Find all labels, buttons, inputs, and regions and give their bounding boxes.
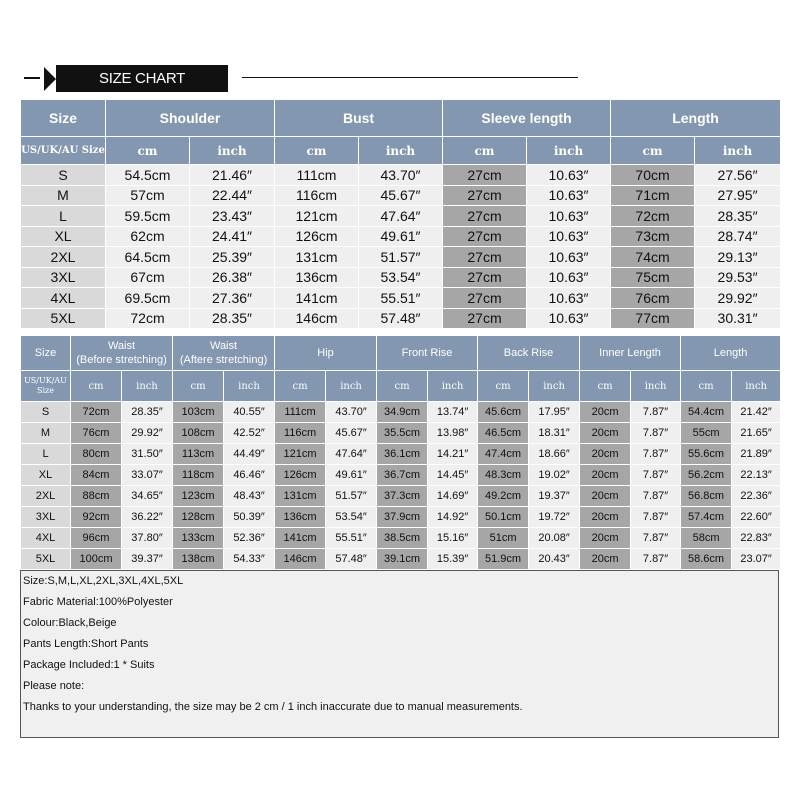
inch-cell: 19.72″ xyxy=(529,507,580,528)
inch-cell: 7.87″ xyxy=(631,528,681,549)
inch-cell: 25.39″ xyxy=(190,247,275,268)
unit-header-inch: inch xyxy=(732,371,781,402)
size-cell: S xyxy=(21,402,71,423)
cm-cell: 51.9cm xyxy=(478,549,529,570)
cm-cell: 56.2cm xyxy=(681,465,732,486)
table-row xyxy=(21,528,781,549)
unit-header-inch: inch xyxy=(527,137,611,165)
inch-cell: 18.66″ xyxy=(529,444,580,465)
cm-cell: 20cm xyxy=(580,486,631,507)
cm-cell: 131cm xyxy=(275,247,359,268)
cm-cell: 20cm xyxy=(580,465,631,486)
size-cell: 5XL xyxy=(21,549,71,570)
cm-cell: 121cm xyxy=(275,206,359,227)
bottom-table-unit-header xyxy=(21,371,781,402)
cm-cell: 20cm xyxy=(580,528,631,549)
cm-cell: 126cm xyxy=(275,465,326,486)
unit-header-cm: cm xyxy=(275,371,326,402)
note-line: Please note: xyxy=(23,680,85,692)
inch-cell: 19.37″ xyxy=(529,486,580,507)
table-row xyxy=(21,226,781,247)
inch-cell: 22.36″ xyxy=(732,486,781,507)
cm-cell: 96cm xyxy=(71,528,122,549)
cm-cell: 55.6cm xyxy=(681,444,732,465)
cm-cell: 38.5cm xyxy=(377,528,428,549)
inch-cell: 53.54″ xyxy=(359,267,443,288)
cm-cell: 71cm xyxy=(611,185,695,206)
header-rule xyxy=(242,77,578,78)
note-line: Size:S,M,L,XL,2XL,3XL,4XL,5XL xyxy=(23,575,184,587)
table-row xyxy=(21,267,781,288)
cm-cell: 123cm xyxy=(173,486,224,507)
group-header-inner-length: Inner Length xyxy=(580,336,681,371)
inch-cell: 29.13″ xyxy=(695,247,781,268)
inch-cell: 36.22″ xyxy=(122,507,173,528)
note-line: Colour:Black,Beige xyxy=(23,617,117,629)
cm-cell: 77cm xyxy=(611,308,695,329)
inch-cell: 7.87″ xyxy=(631,465,681,486)
cm-cell: 121cm xyxy=(275,444,326,465)
group-header-size: Size xyxy=(21,100,106,137)
unit-header-inch: inch xyxy=(122,371,173,402)
inch-cell: 10.63″ xyxy=(527,288,611,309)
size-cell: L xyxy=(21,444,71,465)
cm-cell: 136cm xyxy=(275,267,359,288)
unit-header-inch: inch xyxy=(428,371,478,402)
cm-cell: 80cm xyxy=(71,444,122,465)
note-line: Fabric Material:100%Polyester xyxy=(23,596,173,608)
inch-cell: 27.56″ xyxy=(695,165,781,186)
inch-cell: 17.95″ xyxy=(529,402,580,423)
inch-cell: 15.16″ xyxy=(428,528,478,549)
group-header-size: Size xyxy=(21,336,71,371)
cm-cell: 27cm xyxy=(443,308,527,329)
unit-header-cm: cm xyxy=(478,371,529,402)
cm-cell: 47.4cm xyxy=(478,444,529,465)
inch-cell: 28.35″ xyxy=(190,308,275,329)
inch-cell: 28.35″ xyxy=(122,402,173,423)
cm-cell: 76cm xyxy=(71,423,122,444)
note-line: Pants Length:Short Pants xyxy=(23,638,149,650)
inch-cell: 22.44″ xyxy=(190,185,275,206)
product-notes xyxy=(20,570,779,738)
size-cell: S xyxy=(21,165,106,186)
inch-cell: 7.87″ xyxy=(631,486,681,507)
group-header-hip: Hip xyxy=(275,336,377,371)
cm-cell: 111cm xyxy=(275,165,359,186)
unit-header-cm: cm xyxy=(681,371,732,402)
table-row xyxy=(21,185,781,206)
inch-cell: 49.61″ xyxy=(326,465,377,486)
table-row xyxy=(21,288,781,309)
inch-cell: 21.89″ xyxy=(732,444,781,465)
inch-cell: 22.13″ xyxy=(732,465,781,486)
size-cell: 2XL xyxy=(21,486,71,507)
bottom-size-table xyxy=(20,335,781,570)
cm-cell: 133cm xyxy=(173,528,224,549)
inch-cell: 22.60″ xyxy=(732,507,781,528)
inch-cell: 7.87″ xyxy=(631,444,681,465)
group-header-length: Length xyxy=(611,100,781,137)
inch-cell: 31.50″ xyxy=(122,444,173,465)
group-header-sleeve-length: Sleeve length xyxy=(443,100,611,137)
inch-cell: 29.92″ xyxy=(695,288,781,309)
top-size-table xyxy=(20,99,781,329)
inch-cell: 14.45″ xyxy=(428,465,478,486)
unit-header-inch: inch xyxy=(326,371,377,402)
cm-cell: 116cm xyxy=(275,423,326,444)
inch-cell: 43.70″ xyxy=(359,165,443,186)
inch-cell: 37.80″ xyxy=(122,528,173,549)
unit-header-inch: inch xyxy=(631,371,681,402)
inch-cell: 42.52″ xyxy=(224,423,275,444)
table-row xyxy=(21,549,781,570)
table-row xyxy=(21,444,781,465)
inch-cell: 23.07″ xyxy=(732,549,781,570)
unit-header-inch: inch xyxy=(695,137,781,165)
table-row xyxy=(21,206,781,227)
group-header-waist-aftere-stretching: Waist (Aftere stretching) xyxy=(173,336,275,371)
cm-cell: 57cm xyxy=(106,185,190,206)
cm-cell: 84cm xyxy=(71,465,122,486)
inch-cell: 14.69″ xyxy=(428,486,478,507)
inch-cell: 55.51″ xyxy=(326,528,377,549)
inch-cell: 53.54″ xyxy=(326,507,377,528)
inch-cell: 46.46″ xyxy=(224,465,275,486)
unit-header-cm: cm xyxy=(377,371,428,402)
size-cell: M xyxy=(21,423,71,444)
table-row xyxy=(21,402,781,423)
unit-header-cm: cm xyxy=(106,137,190,165)
cm-cell: 34.9cm xyxy=(377,402,428,423)
size-cell: XL xyxy=(21,226,106,247)
inch-cell: 34.65″ xyxy=(122,486,173,507)
inch-cell: 27.95″ xyxy=(695,185,781,206)
inch-cell: 43.70″ xyxy=(326,402,377,423)
cm-cell: 70cm xyxy=(611,165,695,186)
inch-cell: 7.87″ xyxy=(631,402,681,423)
inch-cell: 51.57″ xyxy=(326,486,377,507)
cm-cell: 131cm xyxy=(275,486,326,507)
cm-cell: 59.5cm xyxy=(106,206,190,227)
size-chart-title: SIZE CHART xyxy=(56,65,228,92)
inch-cell: 21.46″ xyxy=(190,165,275,186)
cm-cell: 73cm xyxy=(611,226,695,247)
inch-cell: 52.36″ xyxy=(224,528,275,549)
inch-cell: 10.63″ xyxy=(527,247,611,268)
inch-cell: 10.63″ xyxy=(527,185,611,206)
inch-cell: 10.63″ xyxy=(527,165,611,186)
size-cell: 2XL xyxy=(21,247,106,268)
cm-cell: 27cm xyxy=(443,288,527,309)
group-header-front-rise: Front Rise xyxy=(377,336,478,371)
inch-cell: 18.31″ xyxy=(529,423,580,444)
size-cell: 3XL xyxy=(21,507,71,528)
cm-cell: 54.5cm xyxy=(106,165,190,186)
group-header-back-rise: Back Rise xyxy=(478,336,580,371)
unit-header-inch: inch xyxy=(359,137,443,165)
cm-cell: 72cm xyxy=(71,402,122,423)
cm-cell: 39.1cm xyxy=(377,549,428,570)
cm-cell: 111cm xyxy=(275,402,326,423)
inch-cell: 57.48″ xyxy=(326,549,377,570)
unit-header-inch: inch xyxy=(529,371,580,402)
cm-cell: 27cm xyxy=(443,267,527,288)
cm-cell: 50.1cm xyxy=(478,507,529,528)
inch-cell: 19.02″ xyxy=(529,465,580,486)
size-cell: 4XL xyxy=(21,288,106,309)
inch-cell: 21.65″ xyxy=(732,423,781,444)
inch-cell: 33.07″ xyxy=(122,465,173,486)
cm-cell: 36.1cm xyxy=(377,444,428,465)
inch-cell: 7.87″ xyxy=(631,507,681,528)
inch-cell: 50.39″ xyxy=(224,507,275,528)
cm-cell: 108cm xyxy=(173,423,224,444)
inch-cell: 49.61″ xyxy=(359,226,443,247)
unit-header-cm: cm xyxy=(580,371,631,402)
inch-cell: 57.48″ xyxy=(359,308,443,329)
inch-cell: 10.63″ xyxy=(527,267,611,288)
cm-cell: 58cm xyxy=(681,528,732,549)
cm-cell: 103cm xyxy=(173,402,224,423)
unit-header-cm: cm xyxy=(275,137,359,165)
cm-cell: 138cm xyxy=(173,549,224,570)
cm-cell: 74cm xyxy=(611,247,695,268)
cm-cell: 48.3cm xyxy=(478,465,529,486)
cm-cell: 37.9cm xyxy=(377,507,428,528)
cm-cell: 56.8cm xyxy=(681,486,732,507)
cm-cell: 27cm xyxy=(443,226,527,247)
cm-cell: 128cm xyxy=(173,507,224,528)
cm-cell: 20cm xyxy=(580,444,631,465)
cm-cell: 136cm xyxy=(275,507,326,528)
cm-cell: 126cm xyxy=(275,226,359,247)
unit-header-inch: inch xyxy=(224,371,275,402)
bottom-table-group-header xyxy=(21,336,781,371)
cm-cell: 46.5cm xyxy=(478,423,529,444)
inch-cell: 47.64″ xyxy=(326,444,377,465)
group-header-bust: Bust xyxy=(275,100,443,137)
group-header-length: Length xyxy=(681,336,781,371)
size-chart-header xyxy=(0,0,800,98)
inch-cell: 29.53″ xyxy=(695,267,781,288)
cm-cell: 118cm xyxy=(173,465,224,486)
size-system-label: US/UK/AU Size xyxy=(21,137,106,165)
top-table-group-header xyxy=(21,100,781,137)
inch-cell: 51.57″ xyxy=(359,247,443,268)
size-cell: 5XL xyxy=(21,308,106,329)
unit-header-cm: cm xyxy=(611,137,695,165)
group-header-waist-before-stretching: Waist (Before stretching) xyxy=(71,336,173,371)
inch-cell: 55.51″ xyxy=(359,288,443,309)
unit-header-cm: cm xyxy=(443,137,527,165)
header-dash xyxy=(24,77,40,79)
cm-cell: 55cm xyxy=(681,423,732,444)
inch-cell: 22.83″ xyxy=(732,528,781,549)
inch-cell: 29.92″ xyxy=(122,423,173,444)
table-row xyxy=(21,507,781,528)
inch-cell: 45.67″ xyxy=(326,423,377,444)
inch-cell: 27.36″ xyxy=(190,288,275,309)
inch-cell: 20.08″ xyxy=(529,528,580,549)
size-cell: L xyxy=(21,206,106,227)
inch-cell: 7.87″ xyxy=(631,423,681,444)
note-line: Package Included:1 * Suits xyxy=(23,659,155,671)
cm-cell: 20cm xyxy=(580,402,631,423)
unit-header-cm: cm xyxy=(71,371,122,402)
cm-cell: 92cm xyxy=(71,507,122,528)
inch-cell: 54.33″ xyxy=(224,549,275,570)
cm-cell: 113cm xyxy=(173,444,224,465)
inch-cell: 26.38″ xyxy=(190,267,275,288)
inch-cell: 48.43″ xyxy=(224,486,275,507)
inch-cell: 28.74″ xyxy=(695,226,781,247)
cm-cell: 116cm xyxy=(275,185,359,206)
inch-cell: 44.49″ xyxy=(224,444,275,465)
inch-cell: 10.63″ xyxy=(527,308,611,329)
inch-cell: 47.64″ xyxy=(359,206,443,227)
inch-cell: 39.37″ xyxy=(122,549,173,570)
cm-cell: 88cm xyxy=(71,486,122,507)
top-table-unit-header xyxy=(21,137,781,165)
table-row xyxy=(21,308,781,329)
cm-cell: 49.2cm xyxy=(478,486,529,507)
cm-cell: 36.7cm xyxy=(377,465,428,486)
inch-cell: 21.42″ xyxy=(732,402,781,423)
table-row xyxy=(21,423,781,444)
size-cell: 3XL xyxy=(21,267,106,288)
inch-cell: 13.98″ xyxy=(428,423,478,444)
size-system-label: US/UK/AU Size xyxy=(21,371,71,402)
size-cell: 4XL xyxy=(21,528,71,549)
cm-cell: 69.5cm xyxy=(106,288,190,309)
cm-cell: 35.5cm xyxy=(377,423,428,444)
cm-cell: 27cm xyxy=(443,206,527,227)
inch-cell: 28.35″ xyxy=(695,206,781,227)
cm-cell: 141cm xyxy=(275,528,326,549)
inch-cell: 15.39″ xyxy=(428,549,478,570)
cm-cell: 67cm xyxy=(106,267,190,288)
cm-cell: 58.6cm xyxy=(681,549,732,570)
group-header-shoulder: Shoulder xyxy=(106,100,275,137)
cm-cell: 27cm xyxy=(443,185,527,206)
size-cell: XL xyxy=(21,465,71,486)
inch-cell: 24.41″ xyxy=(190,226,275,247)
size-cell: M xyxy=(21,185,106,206)
cm-cell: 20cm xyxy=(580,507,631,528)
cm-cell: 75cm xyxy=(611,267,695,288)
inch-cell: 23.43″ xyxy=(190,206,275,227)
unit-header-cm: cm xyxy=(173,371,224,402)
cm-cell: 20cm xyxy=(580,423,631,444)
inch-cell: 14.21″ xyxy=(428,444,478,465)
cm-cell: 27cm xyxy=(443,247,527,268)
inch-cell: 13.74″ xyxy=(428,402,478,423)
table-row xyxy=(21,486,781,507)
cm-cell: 51cm xyxy=(478,528,529,549)
inch-cell: 30.31″ xyxy=(695,308,781,329)
cm-cell: 76cm xyxy=(611,288,695,309)
cm-cell: 54.4cm xyxy=(681,402,732,423)
inch-cell: 7.87″ xyxy=(631,549,681,570)
cm-cell: 27cm xyxy=(443,165,527,186)
inch-cell: 10.63″ xyxy=(527,226,611,247)
cm-cell: 20cm xyxy=(580,549,631,570)
cm-cell: 72cm xyxy=(106,308,190,329)
inch-cell: 14.92″ xyxy=(428,507,478,528)
cm-cell: 45.6cm xyxy=(478,402,529,423)
cm-cell: 72cm xyxy=(611,206,695,227)
table-row xyxy=(21,247,781,268)
table-row xyxy=(21,465,781,486)
inch-cell: 10.63″ xyxy=(527,206,611,227)
cm-cell: 64.5cm xyxy=(106,247,190,268)
cm-cell: 141cm xyxy=(275,288,359,309)
unit-header-inch: inch xyxy=(190,137,275,165)
table-row xyxy=(21,165,781,186)
cm-cell: 146cm xyxy=(275,549,326,570)
inch-cell: 45.67″ xyxy=(359,185,443,206)
inch-cell: 20.43″ xyxy=(529,549,580,570)
note-line: Thanks to your understanding, the size may be 2 cm / 1 inch inaccurate due to manual measurements. xyxy=(23,701,523,713)
header-arrow-icon xyxy=(44,67,56,91)
cm-cell: 57.4cm xyxy=(681,507,732,528)
cm-cell: 146cm xyxy=(275,308,359,329)
cm-cell: 100cm xyxy=(71,549,122,570)
inch-cell: 40.55″ xyxy=(224,402,275,423)
cm-cell: 37.3cm xyxy=(377,486,428,507)
cm-cell: 62cm xyxy=(106,226,190,247)
